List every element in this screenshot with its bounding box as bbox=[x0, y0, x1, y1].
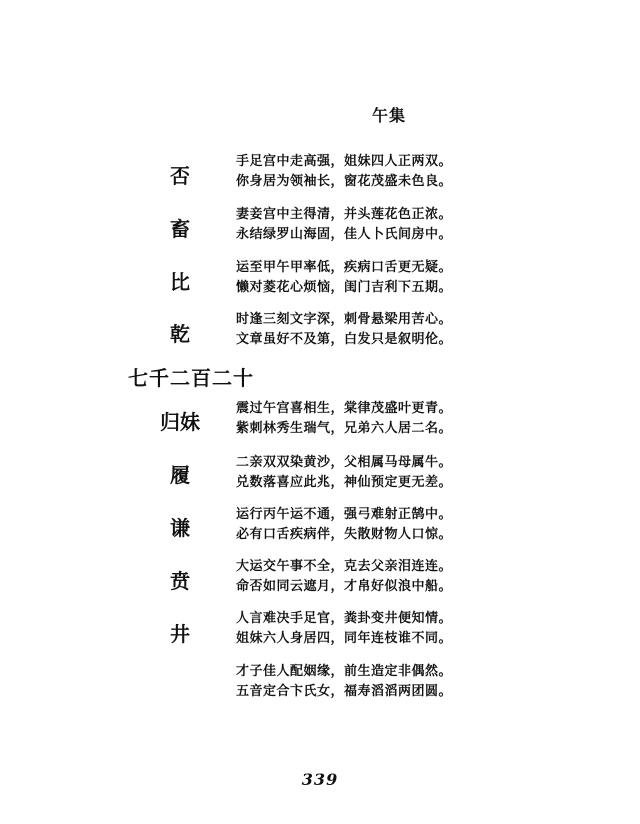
hexagram-label: 归妹 bbox=[160, 410, 200, 434]
hexagram-label: 否 bbox=[170, 164, 190, 188]
hexagram-label: 谦 bbox=[170, 516, 190, 540]
verse-block bbox=[236, 310, 452, 350]
hexagram-label: 乾 bbox=[170, 322, 190, 346]
verse-line: 大运交午事不全，克去父亲泪连连。 bbox=[236, 559, 453, 574]
verse-line: 兑数落喜应此兆，神仙预定更无差。 bbox=[236, 475, 453, 490]
verse-block bbox=[236, 258, 452, 298]
hexagram-label: 畜 bbox=[170, 217, 190, 241]
verse-line: 姐妹六人身居四，同年连枝谁不同。 bbox=[236, 631, 453, 646]
verse-line: 必有口舌疾病伴，失散财物人口惊。 bbox=[236, 527, 453, 542]
hexagram-label: 履 bbox=[170, 463, 190, 487]
section-heading: 七千二百二十 bbox=[128, 366, 254, 390]
verse-line: 二亲双双染黄沙，父相属马母属牛。 bbox=[236, 455, 453, 470]
hexagram-label: 比 bbox=[170, 270, 190, 294]
verse-line: 震过午宫喜相生，棠律茂盛叶更青。 bbox=[236, 401, 453, 416]
verse-block bbox=[236, 205, 452, 245]
hexagram-label: 贲 bbox=[170, 569, 190, 593]
verse-line: 文章虽好不及第，白发只是叙明伦。 bbox=[236, 332, 453, 347]
verse-block bbox=[236, 453, 452, 493]
verse-line: 手足宫中走高强，姐妹四人正两双。 bbox=[236, 154, 453, 169]
verse-line: 才子佳人配姻缘，前生造定非偶然。 bbox=[236, 664, 453, 679]
verse-line: 紫刺林秀生瑞气，兄弟六人居二名。 bbox=[236, 421, 453, 436]
verse-line: 人言难决手足官，粪卦变井便知情。 bbox=[236, 611, 453, 626]
verse-block bbox=[236, 505, 452, 545]
verse-line: 永结绿罗山海固，佳人卜氏间房中。 bbox=[236, 227, 453, 242]
verse-line: 命否如同云遮月，才帛好似浪中船。 bbox=[236, 579, 453, 594]
verse-block bbox=[236, 609, 452, 649]
verse-line: 你身居为领袖长，窗花茂盛未色良。 bbox=[236, 174, 453, 189]
hexagram-label: 井 bbox=[170, 622, 190, 646]
verse-block bbox=[236, 152, 452, 192]
verse-line: 时逢三刻文字深，刺骨悬梁用苦心。 bbox=[236, 312, 453, 327]
running-header: 午集 bbox=[372, 106, 407, 125]
verse-line: 运至甲午甲率低，疾病口舌更无疑。 bbox=[236, 260, 453, 275]
verse-line: 懒对菱花心烦恼，闺门吉利下五期。 bbox=[236, 280, 453, 295]
verse-block bbox=[236, 399, 452, 439]
page-number: 339 bbox=[301, 770, 339, 789]
verse-line: 五音定合卞氏女，福寿滔滔两团圆。 bbox=[236, 684, 453, 699]
verse-line: 妻妾宫中主得清，并头莲花色正浓。 bbox=[236, 207, 453, 222]
verse-block bbox=[236, 662, 452, 702]
verse-line: 运行丙午运不通，强弓难射正鹄中。 bbox=[236, 507, 453, 522]
verse-block bbox=[236, 557, 452, 597]
